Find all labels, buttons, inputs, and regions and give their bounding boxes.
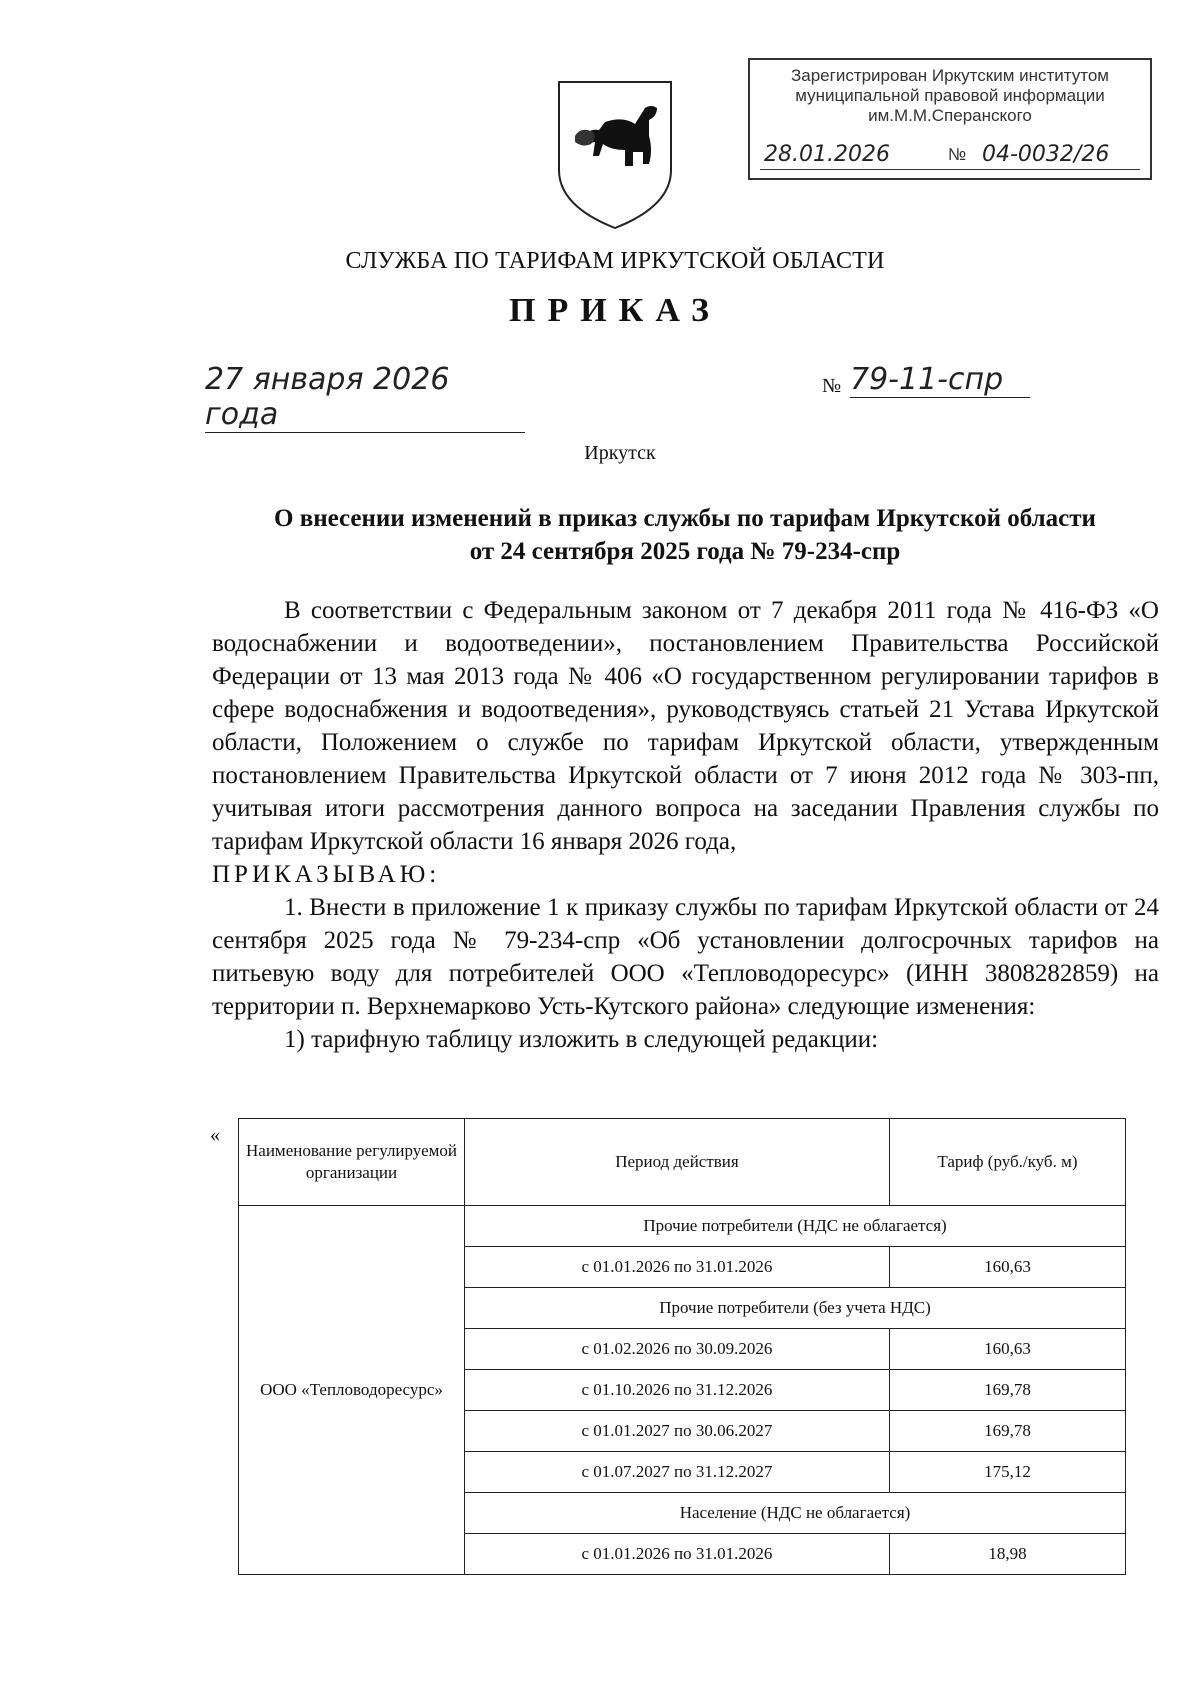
table-open-quote: « [210,1124,220,1146]
stamp-registration-number: 04-0032/26 [982,142,1110,167]
group-label: Прочие потребители (без учета НДС) [465,1288,1126,1329]
stamp-line-3: им.М.М.Сперанского [868,106,1032,125]
period-cell: с 01.10.2026 по 31.12.2026 [465,1370,890,1411]
tariff-cell: 169,78 [889,1370,1125,1411]
period-cell: с 01.01.2027 по 30.06.2027 [465,1411,890,1452]
header-org: Наименование регулируемой организации [239,1119,465,1206]
registration-stamp [748,58,1152,180]
document-type: ПРИКАЗ [509,292,721,329]
table-header-row [239,1119,1126,1206]
document-number-label: № [822,375,842,397]
tariff-cell: 18,98 [889,1534,1125,1575]
period-cell: с 01.01.2026 по 31.01.2026 [465,1534,890,1575]
header-period: Период действия [465,1119,890,1206]
stamp-registration-line [760,137,1140,170]
item-1-1-paragraph: 1) тарифную таблицу изложить в следующей редакции: [284,1026,879,1053]
preamble-paragraph: В соответствии с Федеральным законом от 7 декабря 2011 года № 416-ФЗ «О водоснабжении и водоотведении», постановлением Правительства Российской Федерации от 13 мая 2013 года № 406 «О государственном регулировании тарифов в сфере водоснабжения и водоотведения», руководствуясь статьей 21 Устава Иркутской области, Положением о службе по тарифам Иркутской области, утвержденным постановлением Правительства Иркутской области от 7 июня 2012 года № 303-пп, учитывая итоги рассмотрения данного вопроса на заседании Правления службы по тарифам Иркутской области 16 января 2026 года, [212,597,1159,855]
table-row [239,1206,1126,1247]
period-cell: с 01.01.2026 по 31.01.2026 [465,1247,890,1288]
tariff-cell: 169,78 [889,1411,1125,1452]
document-body [212,594,1159,1056]
document-title-line-1: О внесении изменений в приказ службы по тарифам Иркутской области [274,505,1096,532]
org-name-cell: ООО «Тепловодоресурс» [239,1206,465,1575]
tariff-cell: 175,12 [889,1452,1125,1493]
item-1-paragraph: 1. Внести в приложение 1 к приказу службы по тарифам Иркутской области от 24 сентября 2025 года № 79-234-спр «Об установлении долгосрочных тарифов на питьевую воду для потребителей ООО «Тепловодоресурс» (ИНН 3808282859) на территории п. Верхнемарково Усть-Кутского района» следующие изменения: [212,894,1159,1020]
group-label: Население (НДС не облагается) [465,1493,1126,1534]
period-cell: с 01.07.2027 по 31.12.2027 [465,1452,890,1493]
document-number: 79-11-спр [850,362,1030,398]
tariff-cell: 160,63 [889,1329,1125,1370]
stamp-registration-date: 28.01.2026 [764,142,890,167]
stamp-line-2: муниципальной правовой информации [795,86,1105,105]
tariff-table [238,1118,1126,1575]
document-date: 27 января 2026 года [205,362,525,433]
period-cell: с 01.02.2026 по 30.09.2026 [465,1329,890,1370]
group-label: Прочие потребители (НДС не облагается) [465,1206,1126,1247]
organization-name: СЛУЖБА ПО ТАРИФАМ ИРКУТСКОЙ ОБЛАСТИ [345,248,885,274]
coat-of-arms-emblem [553,78,677,230]
stamp-number-label: № [948,145,967,164]
order-word: ПРИКАЗЫВАЮ: [212,861,441,888]
document-title-line-2: от 24 сентября 2025 года № 79-234-спр [469,538,901,565]
stamp-line-1: Зарегистрирован Иркутским институтом [790,66,1109,85]
document-title [210,502,1160,568]
tariff-cell: 160,63 [889,1247,1125,1288]
header-tariff: Тариф (руб./куб. м) [889,1119,1125,1206]
city: Иркутск [584,442,656,464]
